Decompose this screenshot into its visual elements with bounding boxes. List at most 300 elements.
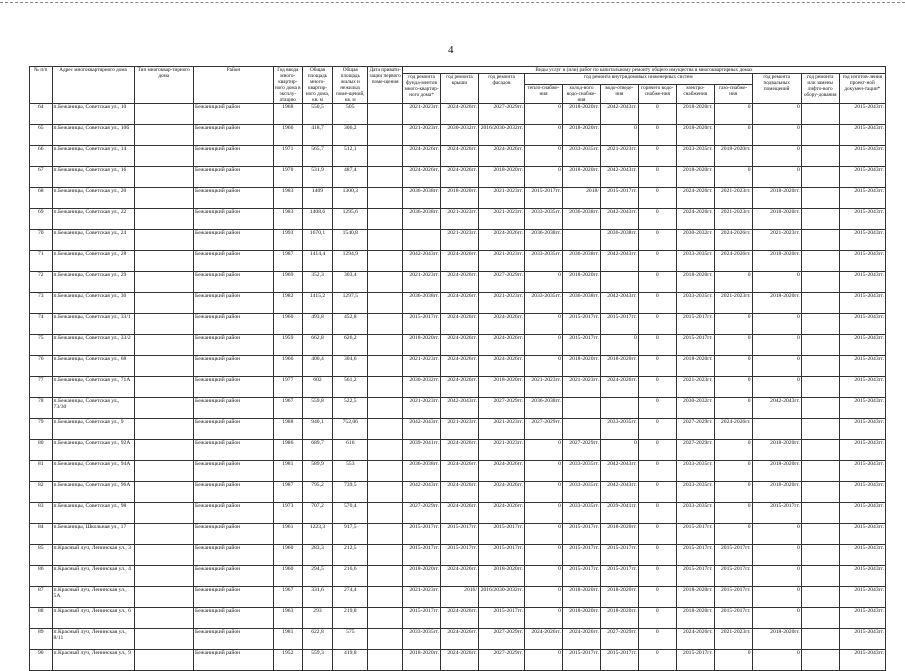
cell-heat: 0 — [525, 356, 563, 377]
cell-cold-water: 2018-2020гг. — [562, 104, 600, 125]
cell-total-area: 1223,3 — [302, 524, 333, 545]
cell-row-num: 88 — [30, 608, 53, 629]
cell-roof: 2018-2020гг. — [440, 188, 478, 209]
table-row — [30, 377, 886, 398]
cell-privatization — [368, 398, 403, 419]
cell-district: Бежаницкий район — [193, 524, 273, 545]
cell-living-area: 575 — [333, 629, 368, 650]
cell-address: п.Бежаницы, Советская ул., 96А — [52, 482, 134, 503]
cell-electric: 2018-2020гг. — [676, 104, 714, 125]
cell-district: Бежаницкий район — [193, 545, 273, 566]
cell-electric: 2030-2032гг. — [676, 230, 714, 251]
cell-address: п.Бежаницы, Советская ул., 14 — [52, 146, 134, 167]
cell-hot-water: 0 — [638, 251, 676, 272]
cell-hot-water: 0 — [638, 293, 676, 314]
cell-elevator — [801, 146, 839, 167]
cell-total-area: 550,5 — [302, 104, 333, 125]
cell-total-area: 689,7 — [302, 440, 333, 461]
cell-district: Бежаницкий район — [193, 503, 273, 524]
cell-cold-water: 2015-2017гг. — [562, 566, 600, 587]
cell-address: п.Бежаницы, Советская ул., 73/30 — [52, 398, 134, 419]
cell-hot-water: 0 — [638, 524, 676, 545]
cell-total-area: 1408,6 — [302, 209, 333, 230]
cell-docs: 2015-2043гг. — [839, 188, 885, 209]
cell-roof: 2024-2026гг. — [440, 293, 478, 314]
table-row — [30, 545, 886, 566]
table-row — [30, 419, 886, 440]
header-docs: год изготов-ления проект-ной докумен-тации* — [839, 74, 885, 104]
cell-basement: 0 — [752, 650, 801, 671]
cell-house-type — [134, 398, 193, 419]
cell-living-area: 303,4 — [333, 272, 368, 293]
cell-facade: 2021-2023гг. — [478, 209, 524, 230]
cell-roof: 2024-2026гг. — [440, 461, 478, 482]
cell-roof: 2024-2026гг. — [440, 146, 478, 167]
header-cold-water: холод-ного водо-снабже-ния — [562, 85, 600, 104]
cell-sewer: 2018-2020гг. — [600, 356, 638, 377]
cell-row-num: 80 — [30, 440, 53, 461]
cell-elevator — [801, 524, 839, 545]
cell-docs: 2015-2043гг. — [839, 209, 885, 230]
cell-total-area: 1409 — [302, 188, 333, 209]
cell-house-type — [134, 377, 193, 398]
cell-cold-water: 2033-2035гг. — [562, 503, 600, 524]
cell-docs: 2015-2043гг. — [839, 335, 885, 356]
cell-facade: 2024-2026гг. — [478, 503, 524, 524]
cell-elevator — [801, 419, 839, 440]
cell-living-area: 274,4 — [333, 587, 368, 608]
table-row — [30, 482, 886, 503]
cell-living-area: 1297,5 — [333, 293, 368, 314]
cell-foundation: 2015-2017гг. — [403, 608, 441, 629]
cell-total-area: 559,8 — [302, 398, 333, 419]
cell-heat: 0 — [525, 608, 563, 629]
cell-facade: 2027-2029гг. — [478, 104, 524, 125]
cell-facade: 2021-2023гг. — [478, 251, 524, 272]
cell-privatization — [368, 587, 403, 608]
cell-total-area: 559,3 — [302, 650, 333, 671]
cell-district: Бежаницкий район — [193, 251, 273, 272]
cell-year: 1967 — [273, 398, 302, 419]
cell-foundation: 2036-2038гг. — [403, 209, 441, 230]
cell-electric: 2015-2017гг. — [676, 314, 714, 335]
header-group: Виды услуг и (или) работ по капитальному ремонту общего имущества в многоквартирных домах — [403, 67, 886, 74]
cell-hot-water: 0 — [638, 335, 676, 356]
cell-gas: 0 — [714, 440, 752, 461]
cell-hot-water: 0 — [638, 188, 676, 209]
cell-basement: 0 — [752, 125, 801, 146]
cell-hot-water: 0 — [638, 608, 676, 629]
cell-row-num: 69 — [30, 209, 53, 230]
cell-living-area: 419,8 — [333, 650, 368, 671]
cell-sewer: 2042-2043гг. — [600, 461, 638, 482]
cell-privatization — [368, 608, 403, 629]
cell-living-area: 219,8 — [333, 608, 368, 629]
cell-electric: 2030-2032гг. — [676, 398, 714, 419]
cell-address: п.Бежаницы, Советская ул., 92А — [52, 440, 134, 461]
cell-docs: 2015-2043гг. — [839, 272, 885, 293]
cell-district: Бежаницкий район — [193, 377, 273, 398]
cell-basement: 0 — [752, 587, 801, 608]
cell-district: Бежаницкий район — [193, 608, 273, 629]
cell-facade: 2016/2030-2032гг. — [478, 125, 524, 146]
cell-electric: 2024-2026гг. — [676, 188, 714, 209]
cell-elevator — [801, 356, 839, 377]
cell-gas: 0 — [714, 503, 752, 524]
cell-total-area: 662,8 — [302, 335, 333, 356]
cell-foundation: 2018-2020гг. — [403, 335, 441, 356]
cell-year: 1983 — [273, 188, 302, 209]
cell-address: п.Красный луч, Ленинская ул., 8/11 — [52, 629, 134, 650]
cell-gas: 0 — [714, 524, 752, 545]
table-row — [30, 566, 886, 587]
cell-cold-water: 2033-2035гг. — [562, 461, 600, 482]
cell-hot-water: 0 — [638, 230, 676, 251]
cell-hot-water: 0 — [638, 440, 676, 461]
cell-foundation: 2036-2038гг. — [403, 293, 441, 314]
cell-privatization — [368, 272, 403, 293]
cell-year: 1987 — [273, 482, 302, 503]
cell-house-type — [134, 230, 193, 251]
cell-electric: 2018-2020гг. — [676, 125, 714, 146]
cell-basement: 2018-2020гг. — [752, 629, 801, 650]
cell-cold-water: 2036-2038гг. — [562, 251, 600, 272]
cell-cold-water: 2015-2017гг. — [562, 314, 600, 335]
cell-hot-water: 0 — [638, 398, 676, 419]
cell-facade: 2021-2023гг. — [478, 188, 524, 209]
header-basement: год ремонта подвальных помещений — [752, 74, 801, 104]
cell-heat: 2036-2038гг. — [525, 398, 563, 419]
cell-house-type — [134, 461, 193, 482]
top-border-line — [0, 2, 905, 3]
cell-year: 1971 — [273, 146, 302, 167]
cell-roof: 2024-2026гг. — [440, 272, 478, 293]
cell-address: п.Красный луч, Ленинская ул., 5А — [52, 587, 134, 608]
cell-heat: 2033-2035гг. — [525, 209, 563, 230]
cell-house-type — [134, 251, 193, 272]
cell-foundation: 2036-2038гг. — [403, 188, 441, 209]
cell-heat: 0 — [525, 650, 563, 671]
cell-elevator — [801, 335, 839, 356]
cell-privatization — [368, 146, 403, 167]
cell-gas: 2021-2023гг. — [714, 209, 752, 230]
cell-roof: 2024-2026гг. — [440, 251, 478, 272]
table-row — [30, 146, 886, 167]
table-row — [30, 125, 886, 146]
cell-docs: 2015-2043гг. — [839, 419, 885, 440]
cell-privatization — [368, 251, 403, 272]
cell-row-num: 73 — [30, 293, 53, 314]
cell-basement: 0 — [752, 524, 801, 545]
cell-living-area: 570,4 — [333, 503, 368, 524]
cell-address: п.Бежаницы, Советская ул., 16 — [52, 167, 134, 188]
cell-basement: 0 — [752, 545, 801, 566]
cell-electric: 2018-2020гг. — [676, 608, 714, 629]
cell-district: Бежаницкий район — [193, 587, 273, 608]
cell-year: 1952 — [273, 650, 302, 671]
cell-district: Бежаницкий район — [193, 167, 273, 188]
cell-address: п.Бежаницы, Советская ул., 28 — [52, 251, 134, 272]
cell-facade: 2021-2023гг. — [478, 419, 524, 440]
cell-electric: 2018-2020гг. — [676, 167, 714, 188]
cell-living-area: 216,6 — [333, 566, 368, 587]
cell-docs: 2015-2043гг. — [839, 545, 885, 566]
cell-heat: 0 — [525, 440, 563, 461]
cell-gas: 2024-2026гг. — [714, 419, 752, 440]
cell-district: Бежаницкий район — [193, 650, 273, 671]
cell-district: Бежаницкий район — [193, 482, 273, 503]
cell-house-type — [134, 650, 193, 671]
cell-total-area: 622,8 — [302, 629, 333, 650]
cell-gas: 2015-2017гг. — [714, 566, 752, 587]
cell-row-num: 84 — [30, 524, 53, 545]
cell-row-num: 76 — [30, 356, 53, 377]
header-facade: год ремонта фасадов — [478, 74, 524, 104]
cell-docs: 2015-2043гг. — [839, 146, 885, 167]
cell-address: п.Красный луч, Ленинская ул., 9 — [52, 650, 134, 671]
cell-district: Бежаницкий район — [193, 440, 273, 461]
cell-foundation: 2021-2023гг. — [403, 125, 441, 146]
cell-gas: 0 — [714, 356, 752, 377]
cell-facade: 2024-2026гг. — [478, 461, 524, 482]
cell-elevator — [801, 587, 839, 608]
cell-privatization — [368, 188, 403, 209]
cell-docs: 2015-2043гг. — [839, 503, 885, 524]
cell-electric: 2015-2017гг. — [676, 524, 714, 545]
cell-house-type — [134, 587, 193, 608]
table-row — [30, 629, 886, 650]
cell-address: п.Бежаницы, Советская ул., 98 — [52, 503, 134, 524]
cell-total-area: 1670,1 — [302, 230, 333, 251]
cell-house-type — [134, 419, 193, 440]
cell-cold-water: 2021-2023гг. — [562, 377, 600, 398]
cell-gas: 0 — [714, 650, 752, 671]
cell-roof: 2030-2032гг. — [440, 125, 478, 146]
cell-facade: 2024-2026гг. — [478, 335, 524, 356]
cell-foundation: 2018-2020гг. — [403, 650, 441, 671]
cell-elevator — [801, 230, 839, 251]
cell-address: п.Красный луч, Ленинская ул., 4 — [52, 566, 134, 587]
cell-house-type — [134, 440, 193, 461]
table-row — [30, 650, 886, 671]
cell-foundation: 2036-2038гг. — [403, 461, 441, 482]
cell-privatization — [368, 167, 403, 188]
cell-electric: 2015-2017гг. — [676, 545, 714, 566]
cell-heat: 0 — [525, 314, 563, 335]
cell-basement: 0 — [752, 335, 801, 356]
header-year: Год ввода много-квартир-ного дома в эксплу-атацию — [274, 67, 301, 103]
cell-roof: 2016/ — [440, 587, 478, 608]
cell-address: п.Бежаницы, Советская ул., 20 — [52, 188, 134, 209]
cell-gas: 0 — [714, 167, 752, 188]
cell-foundation: 2024-2026гг. — [403, 167, 441, 188]
cell-house-type — [134, 209, 193, 230]
cell-docs: 2015-2043гг. — [839, 440, 885, 461]
cell-heat: 0 — [525, 272, 563, 293]
cell-year: 1963 — [273, 608, 302, 629]
cell-row-num: 65 — [30, 125, 53, 146]
cell-electric: 2033-2035гг. — [676, 293, 714, 314]
cell-roof: 2024-2026гг. — [440, 314, 478, 335]
table-row — [30, 188, 886, 209]
cell-elevator — [801, 608, 839, 629]
table-row — [30, 398, 886, 419]
cell-electric: 2024-2026гг. — [676, 629, 714, 650]
cell-row-num: 78 — [30, 398, 53, 419]
cell-district: Бежаницкий район — [193, 356, 273, 377]
cell-cold-water — [562, 230, 600, 251]
cell-cold-water: 2015-2017гг. — [562, 524, 600, 545]
cell-total-area: 531,9 — [302, 167, 333, 188]
cell-year: 1987 — [273, 251, 302, 272]
page-number: 4 — [448, 44, 454, 56]
cell-facade: 2021-2023гг. — [478, 440, 524, 461]
cell-total-area: 418,7 — [302, 125, 333, 146]
cell-living-area: 306,2 — [333, 125, 368, 146]
cell-cold-water: 2018-2020гг. — [562, 272, 600, 293]
cell-docs: 2015-2043гг. — [839, 125, 885, 146]
header-heat: тепло-снабже-ния — [525, 85, 563, 104]
cell-cold-water — [562, 398, 600, 419]
cell-privatization — [368, 440, 403, 461]
cell-basement: 0 — [752, 566, 801, 587]
cell-cold-water: 2015-2017гг. — [562, 335, 600, 356]
cell-total-area: 493,8 — [302, 314, 333, 335]
cell-row-num: 90 — [30, 650, 53, 671]
cell-basement: 2021-2023гг. — [752, 230, 801, 251]
cell-basement: 2018-2020гг. — [752, 251, 801, 272]
cell-basement: 0 — [752, 272, 801, 293]
cell-basement: 2018-2020гг. — [752, 482, 801, 503]
cell-living-area: 212,5 — [333, 545, 368, 566]
cell-living-area: 917,5 — [333, 524, 368, 545]
cell-sewer: 2018-2020гг. — [600, 524, 638, 545]
cell-roof: 2042-2043гг. — [440, 398, 478, 419]
cell-basement: 0 — [752, 314, 801, 335]
cell-hot-water: 0 — [638, 167, 676, 188]
cell-sewer: 2042-2043гг. — [600, 104, 638, 125]
cell-house-type — [134, 167, 193, 188]
cell-elevator — [801, 167, 839, 188]
cell-row-num: 68 — [30, 188, 53, 209]
cell-gas: 2018-2020гг. — [714, 146, 752, 167]
header-hot-water: горячего водо-снабже-ния — [638, 85, 676, 104]
cell-district: Бежаницкий район — [193, 293, 273, 314]
cell-row-num: 72 — [30, 272, 53, 293]
cell-electric: 2018-2020гг. — [676, 272, 714, 293]
cell-sewer: 2042-2043гг. — [600, 482, 638, 503]
cell-district: Бежаницкий район — [193, 272, 273, 293]
cell-year: 1966 — [273, 356, 302, 377]
cell-district: Бежаницкий район — [193, 335, 273, 356]
cell-row-num: 64 — [30, 104, 53, 125]
cell-hot-water: 0 — [638, 650, 676, 671]
cell-privatization — [368, 503, 403, 524]
cell-hot-water: 0 — [638, 356, 676, 377]
cell-living-area: 452,8 — [333, 314, 368, 335]
cell-docs: 2015-2043гг. — [839, 482, 885, 503]
cell-address: п.Красный луч, Ленинская ул., 3 — [52, 545, 134, 566]
cell-facade: 2015-2017гг. — [478, 524, 524, 545]
table-row — [30, 251, 886, 272]
header-elevator: год ремонта или замены лифто-вого обору-дования — [801, 74, 839, 104]
cell-house-type — [134, 335, 193, 356]
cell-foundation: 2027-2029гг. — [403, 503, 441, 524]
cell-year: 1981 — [273, 461, 302, 482]
cell-living-area: 505 — [333, 104, 368, 125]
cell-privatization — [368, 566, 403, 587]
cell-elevator — [801, 377, 839, 398]
cell-total-area: 565,7 — [302, 146, 333, 167]
table-row — [30, 272, 886, 293]
cell-hot-water: 0 — [638, 482, 676, 503]
cell-heat: 0 — [525, 503, 563, 524]
cell-row-num: 83 — [30, 503, 53, 524]
cell-basement: 2042-2043гг. — [752, 398, 801, 419]
cell-hot-water: 0 — [638, 545, 676, 566]
cell-foundation: 2015-2017гг. — [403, 524, 441, 545]
header-sewer: водо-отведе-ния — [600, 85, 638, 104]
cell-privatization — [368, 125, 403, 146]
cell-heat: 2021-2023гг. — [525, 377, 563, 398]
header-privatization: Дата привати-зации первого поме-щения — [368, 67, 403, 104]
cell-sewer: 2015-2017гг. — [600, 566, 638, 587]
cell-heat: 0 — [525, 566, 563, 587]
cell-total-area: 294,5 — [302, 566, 333, 587]
cell-total-area: 602 — [302, 377, 333, 398]
table-row — [30, 356, 886, 377]
cell-facade: 2015-2017гг. — [478, 608, 524, 629]
cell-hot-water: 0 — [638, 377, 676, 398]
cell-sewer: 2027-2029гг. — [600, 629, 638, 650]
cell-address: п.Бежаницы, Советская ул., 10 — [52, 104, 134, 125]
table-row — [30, 440, 886, 461]
cell-year: 1961 — [273, 524, 302, 545]
cell-living-area: 487,4 — [333, 167, 368, 188]
cell-gas: 0 — [714, 104, 752, 125]
cell-docs: 2015-2043гг. — [839, 524, 885, 545]
cell-elevator — [801, 209, 839, 230]
cell-privatization — [368, 230, 403, 251]
cell-gas: 0 — [714, 398, 752, 419]
cell-address: п.Бежаницы, Советская ул., 30 — [52, 293, 134, 314]
cell-year: 1973 — [273, 503, 302, 524]
cell-hot-water: 0 — [638, 209, 676, 230]
cell-foundation: 2024-2026гг. — [403, 146, 441, 167]
cell-roof: 2024-2026гг. — [440, 356, 478, 377]
cell-electric: 2033-2035гг. — [676, 146, 714, 167]
cell-privatization — [368, 524, 403, 545]
cell-basement — [752, 419, 801, 440]
cell-gas: 2021-2023гг. — [714, 629, 752, 650]
cell-year: 1967 — [273, 587, 302, 608]
cell-facade: 2024-2026гг. — [478, 314, 524, 335]
cell-roof: 2024-2026гг. — [440, 167, 478, 188]
cell-address: п.Бежаницы, Советская ул., 33/2 — [52, 335, 134, 356]
cell-district: Бежаницкий район — [193, 566, 273, 587]
cell-roof: 2024-2026гг. — [440, 335, 478, 356]
cell-year: 1968 — [273, 104, 302, 125]
cell-facade: 2024-2026гг. — [478, 356, 524, 377]
cell-house-type — [134, 566, 193, 587]
cell-elevator — [801, 629, 839, 650]
table-row — [30, 503, 886, 524]
cell-cold-water: 2033-2035гг. — [562, 146, 600, 167]
cell-address: п.Бежаницы, Советская ул., 33/1 — [52, 314, 134, 335]
cell-gas: 2015-2017гг. — [714, 608, 752, 629]
cell-address: п.Бежаницы, Советская ул., 71А — [52, 377, 134, 398]
cell-heat: 0 — [525, 167, 563, 188]
